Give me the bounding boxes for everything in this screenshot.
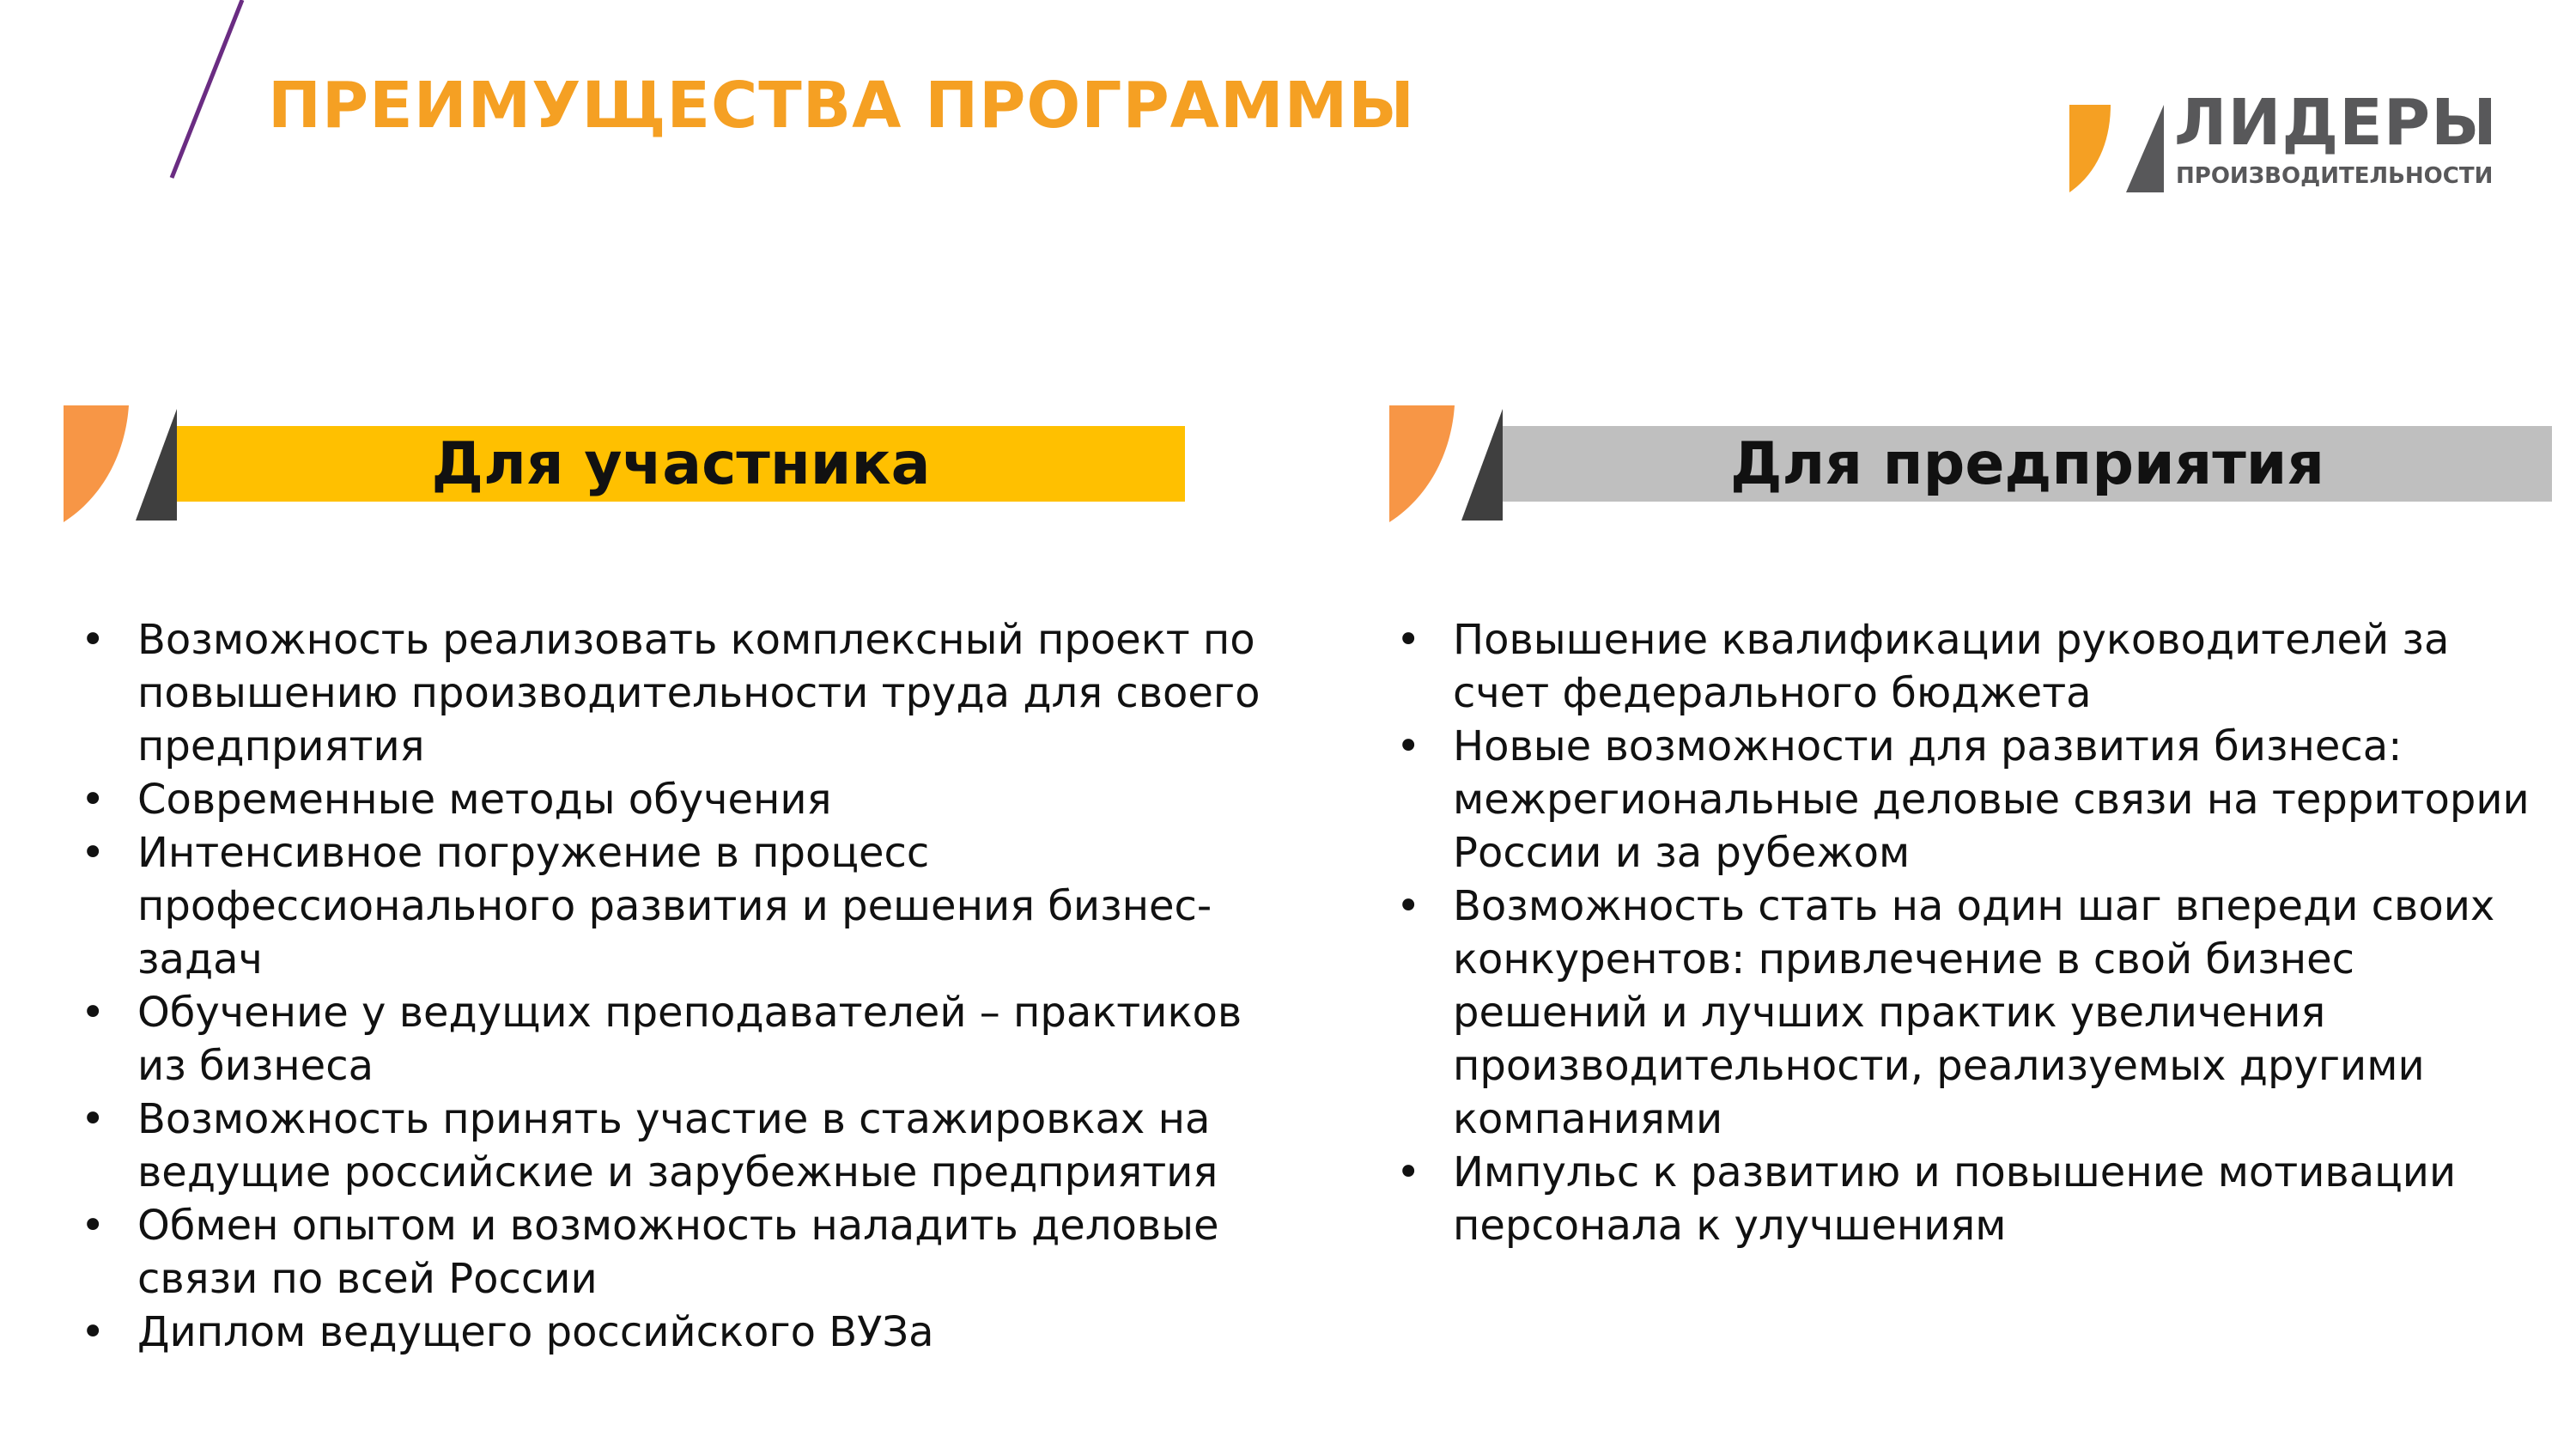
enterprise-heading-block — [1389, 405, 2552, 522]
logo-word: ЛИДЕРЫ — [2174, 86, 2498, 160]
logo-mark-icon — [2061, 103, 2172, 194]
list-item: • Современные методы обучения — [81, 773, 1274, 826]
logo — [2061, 86, 2507, 198]
participant-heading: Для участника — [431, 429, 931, 498]
list-item: • Диплом ведущего российского ВУЗа — [81, 1306, 1274, 1359]
list-item: • Новые возможности для развития бизнеса: межрегиональные деловые связи на территории России и за рубежом — [1396, 720, 2555, 880]
logo-subtitle: ПРОИЗВОДИТЕЛЬНОСТИ — [2176, 163, 2494, 189]
list-item: • Обучение у ведущих преподавателей – практиков из бизнеса — [81, 986, 1274, 1093]
section-marker-icon — [64, 405, 184, 522]
enterprise-benefits-list — [1396, 613, 2555, 1252]
list-item: • Обмен опытом и возможность наладить деловые связи по всей России — [81, 1199, 1274, 1306]
participant-heading-block — [64, 405, 1185, 522]
page-title: ПРЕИМУЩЕСТВА ПРОГРАММЫ — [268, 69, 1415, 143]
participant-benefits-list — [81, 613, 1274, 1359]
enterprise-heading: Для предприятия — [1729, 429, 2325, 498]
list-item: • Возможность принять участие в стажировках на ведущие российские и зарубежные предприятия — [81, 1093, 1274, 1199]
enterprise-heading-bar — [1503, 426, 2552, 502]
section-marker-icon — [1389, 405, 1510, 522]
list-item: • Повышение квалификации руководителей за счет федерального бюджета — [1396, 613, 2555, 720]
list-item: • Возможность стать на один шаг впереди своих конкурентов: привлечение в свой бизнес решений и лучших практик увеличения производительности, реализуемых другими компаниями — [1396, 880, 2555, 1146]
list-item: • Импульс к развитию и повышение мотивации персонала к улучшениям — [1396, 1146, 2555, 1252]
participant-heading-bar — [177, 426, 1185, 502]
list-item: • Возможность реализовать комплексный проект по повышению производительности труда для своего предприятия — [81, 613, 1274, 773]
list-item: • Интенсивное погружение в процесс профессионального развития и решения бизнес-задач — [81, 826, 1274, 986]
accent-slash-line — [0, 0, 258, 189]
